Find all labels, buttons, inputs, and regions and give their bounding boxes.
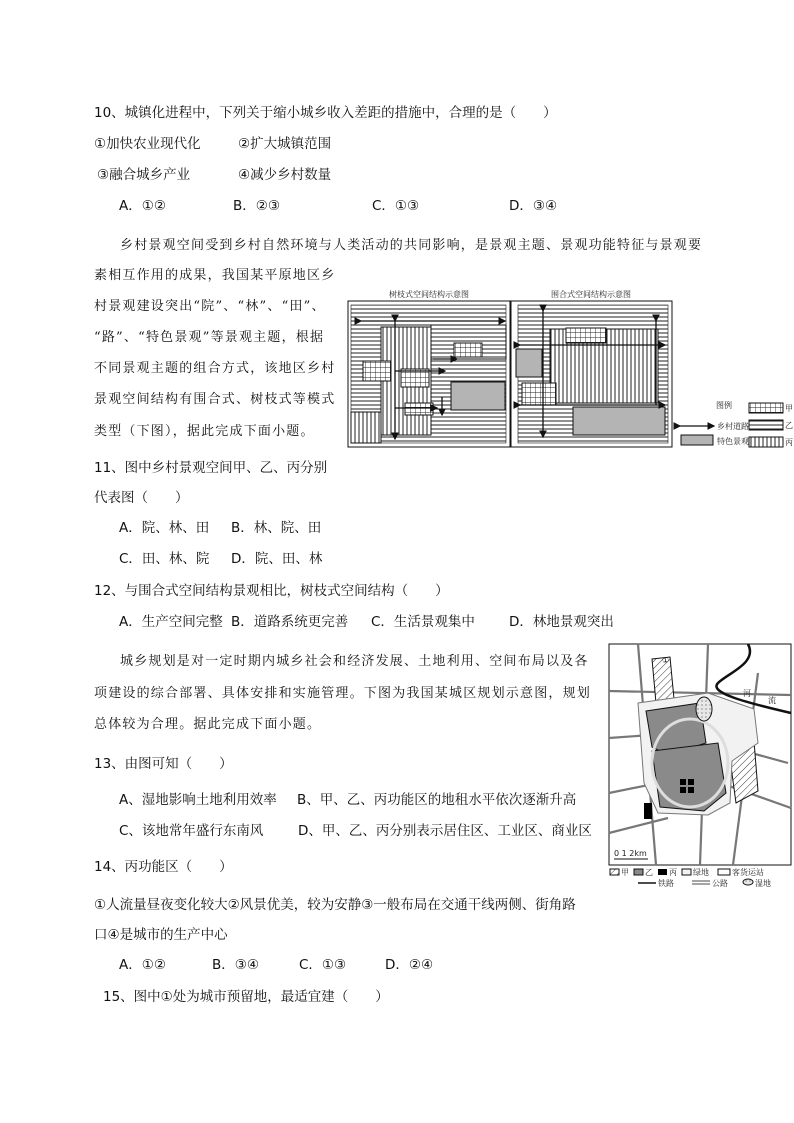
legend-swatch-bing <box>749 437 783 447</box>
map-legend-bing: 丙 <box>669 868 677 877</box>
q14-line-2: 口④是城市的生产中心 <box>94 927 228 943</box>
q13-stem: 13、由图可知（ ） <box>94 756 233 772</box>
passage1-line-1: 乡村景观空间受到乡村自然环境与人类活动的共同影响，是景观主题、景观功能特征与景观要 <box>120 238 703 253</box>
enclosed-structure-panel <box>511 289 672 447</box>
legend-swatch-special <box>681 435 713 445</box>
q13-option-d: D、甲、乙、丙分别表示居住区、工业区、商业区 <box>298 823 592 839</box>
map-legend-green: 绿地 <box>693 868 709 877</box>
q11-option-d: D．院、田、林 <box>231 551 323 567</box>
q14-line-1: ①人流量昼夜变化较大②风景优美，较为安静③一般布局在交通干线两侧、街角路 <box>94 897 576 913</box>
q13-option-b: B、甲、乙、丙功能区的地租水平依次逐渐升高 <box>297 792 577 808</box>
legend-special: 特色景观 <box>717 437 749 446</box>
q11-option-c: C．田、林、院 <box>119 551 210 567</box>
passage2-line-2: 项建设的综合部署、具体安排和实施管理。下图为我国某城区规划示意图，规划 <box>94 686 592 701</box>
legend-bing: 丙 <box>785 438 793 447</box>
passage1-line-4: “路”、“特色景观”等景观主题，根据 <box>94 330 325 345</box>
landscape-structure-figure <box>345 287 794 450</box>
passage2-line-3: 总体较为合理。据此完成下面小题。 <box>94 717 322 732</box>
river-label-2: 流 <box>768 696 776 705</box>
legend-title: 图例 <box>716 401 732 410</box>
enclosed-title: 围合式空间结构示意图 <box>551 290 631 299</box>
map-legend-highway: 公路 <box>712 879 728 888</box>
q11-stem-line-2: 代表图（ ） <box>94 490 189 506</box>
passage1-line-6: 景观空间结构有围合式、树枝式等模式 <box>94 392 336 407</box>
q11-option-b: B．林、院、田 <box>231 520 322 536</box>
legend-jia: 甲 <box>785 404 793 413</box>
q12-option-d: D．林地景观突出 <box>509 614 614 630</box>
q10-option-b: B．②③ <box>233 198 280 214</box>
map-legend-yi: 乙 <box>645 868 653 877</box>
figure1-legend <box>680 400 793 447</box>
reserved-land-marker: ① <box>662 656 670 665</box>
q13-option-c: C、该地常年盛行东南风 <box>119 823 264 839</box>
map-scale: 0 1 2km <box>614 849 647 858</box>
city-planning-map <box>608 643 792 888</box>
q10-stem: 10、城镇化进程中，下列关于缩小城乡收入差距的措施中，合理的是（ ） <box>94 105 557 121</box>
legend-swatch-jia <box>749 403 783 413</box>
q10-option-d: D．③④ <box>509 198 558 214</box>
passage1-line-5: 不同景观主题的组合方式，该地区乡村 <box>94 361 336 376</box>
q14-option-b: B．③④ <box>212 957 259 973</box>
q14-option-c: C．①③ <box>299 957 347 973</box>
legend-swatch-yi <box>749 420 783 430</box>
q12-option-b: B．道路系统更完善 <box>231 614 349 630</box>
q14-option-a: A．①② <box>119 957 166 973</box>
dendritic-structure-panel <box>348 289 510 447</box>
q10-item-1: ①加快农业现代化 <box>94 136 201 152</box>
q12-stem: 12、与围合式空间结构景观相比，树枝式空间结构（ ） <box>94 583 449 599</box>
q10-option-a: A．①② <box>119 198 166 214</box>
figure2-legend <box>610 867 771 888</box>
q11-option-a: A．院、林、田 <box>119 520 210 536</box>
q12-option-a: A．生产空间完整 <box>119 614 223 630</box>
q13-option-a: A、湿地影响土地利用效率 <box>119 792 277 808</box>
q15-stem: 15、图中①处为城市预留地，最适宜建（ ） <box>103 989 389 1005</box>
map-legend-freight: 客货运站 <box>732 868 764 877</box>
q11-stem-line-1: 11、图中乡村景观空间甲、乙、丙分别 <box>94 460 328 476</box>
q12-option-c: C．生活景观集中 <box>371 614 475 630</box>
passage1-line-7: 类型（下图），据此完成下面小题。 <box>94 424 315 439</box>
map-legend-railway: 铁路 <box>658 879 674 888</box>
q10-item-2: ②扩大城镇范围 <box>238 136 332 152</box>
passage2-line-1: 城乡规划是对一定时期内城乡社会和经济发展、土地利用、空间布局以及各 <box>120 654 589 669</box>
map-legend-jia: 甲 <box>621 868 629 877</box>
passage1-line-2: 素相互作用的成果，我国某平原地区乡 <box>94 268 336 283</box>
q10-item-3: ③融合城乡产业 <box>97 167 191 183</box>
q14-option-d: D．②④ <box>385 957 434 973</box>
map-legend-wetland: 湿地 <box>755 879 771 888</box>
river-label: 河 <box>743 689 751 698</box>
legend-yi: 乙 <box>785 421 793 430</box>
dendritic-title: 树枝式空间结构示意图 <box>389 290 469 299</box>
q10-item-4: ④减少乡村数量 <box>238 167 332 183</box>
passage1-line-3: 村景观建设突出“院”、“林”、“田”、 <box>94 299 326 314</box>
q10-option-c: C．①③ <box>372 198 420 214</box>
legend-road: 乡村道路 <box>717 422 749 431</box>
q14-stem: 14、丙功能区（ ） <box>94 859 233 875</box>
